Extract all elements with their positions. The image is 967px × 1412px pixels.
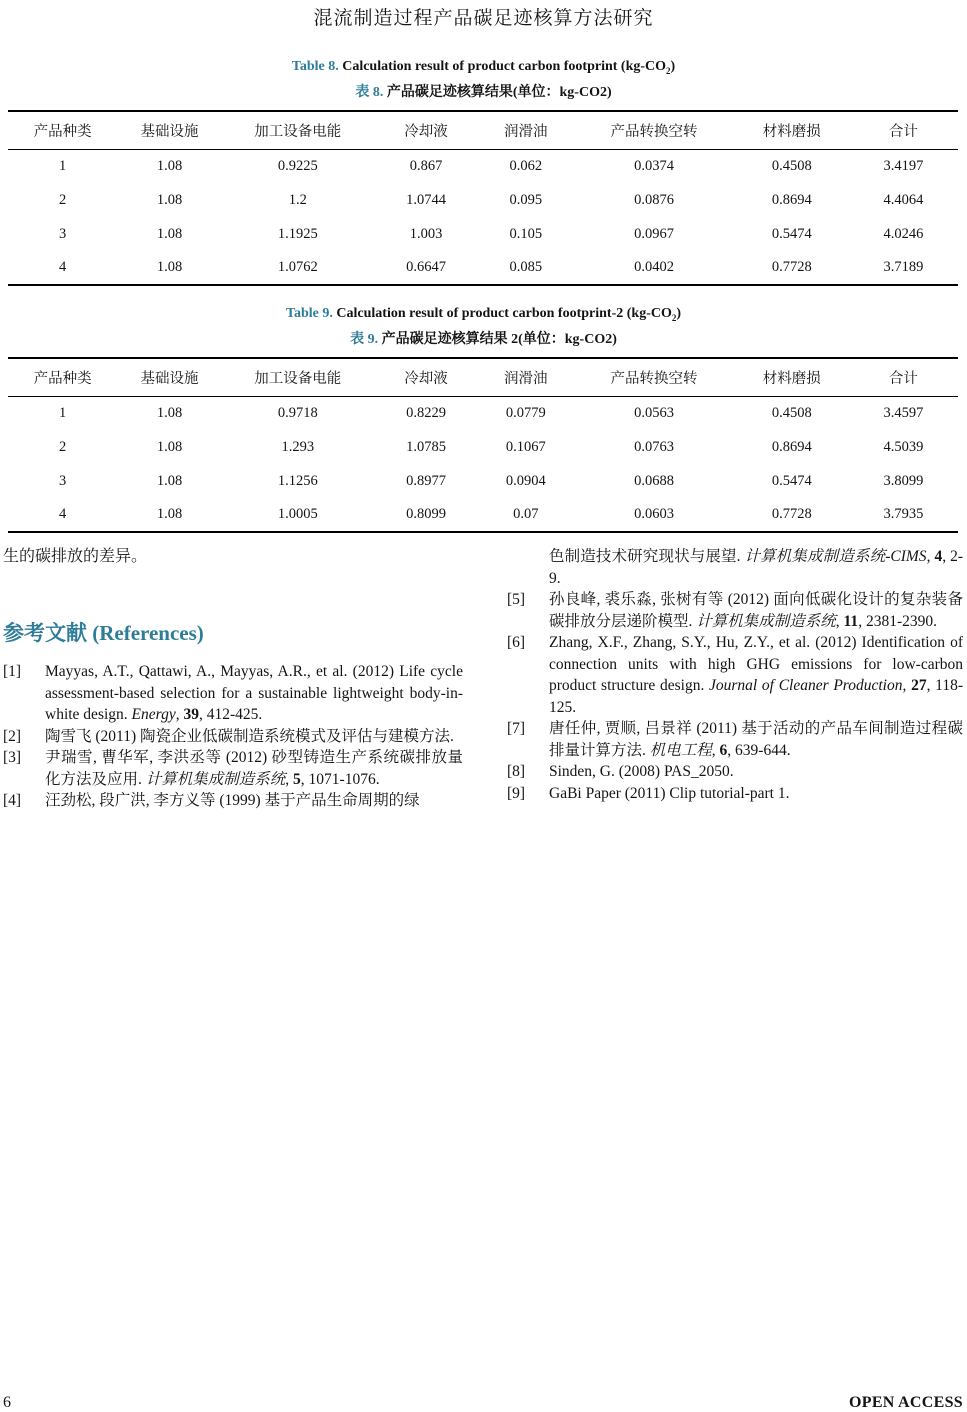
text-segment: 孙良峰, 裘乐淼, 张树有等 (2012) 面向低碳化设计的复杂装备碳排放分层递阶模型. <box>549 591 963 630</box>
reference-item <box>507 632 963 718</box>
column-header: 材料磨损 <box>735 111 849 149</box>
table-cell: 0.1067 <box>505 438 546 455</box>
text-segment: 11 <box>843 612 859 630</box>
column-header: 冷却液 <box>374 111 479 149</box>
references-list-left <box>3 661 463 812</box>
table-row <box>8 464 958 498</box>
text-segment: 4 <box>934 548 943 565</box>
table-caption-label: Table 8. <box>291 59 343 74</box>
table-cell: 1.08 <box>156 438 183 455</box>
text-segment: GaBi Paper (2011) Clip tutorial-part 1. <box>549 784 790 802</box>
table9-caption-zh <box>0 329 967 351</box>
right-column <box>507 546 963 812</box>
table8-header <box>8 111 958 149</box>
table-cell: 0.07 <box>478 498 573 532</box>
table-cell: 0.8099 <box>374 498 479 532</box>
table-cell: 1.08 <box>156 157 183 174</box>
table-cell: 0.0904 <box>505 472 546 489</box>
table-cell: 3.8099 <box>883 472 924 489</box>
text-segment: 汪劲松, 段广洪, 李方义等 (1999) 基于产品生命周期的绿 <box>45 792 420 809</box>
text-segment: 计算机集成制造系统-CIMS <box>744 548 927 565</box>
text-segment: , <box>285 770 294 788</box>
reference-text <box>549 589 963 632</box>
table9-caption <box>0 303 967 351</box>
reference-text <box>549 718 963 761</box>
text-segment: Journal of Cleaner Production <box>709 677 903 694</box>
table-caption-text: 产品碳足迹核算结果(单位：kg-CO2) <box>386 84 612 100</box>
column-header: 合计 <box>849 111 958 149</box>
page-number: 6 <box>3 1394 11 1411</box>
reference-label: [3] <box>3 749 22 766</box>
table-cell: 1.08 <box>156 191 183 208</box>
text-segment: ) <box>670 59 676 74</box>
reference-label: [6] <box>507 634 526 651</box>
text-segment: , 2-9. <box>549 548 963 587</box>
text-segment: , 118-125. <box>549 677 963 716</box>
text-segment: 6 <box>719 741 728 759</box>
text-segment: , <box>926 548 935 565</box>
table-cell: 1.0785 <box>406 438 446 455</box>
table-cell: 1 <box>59 157 67 174</box>
reference-label: [1] <box>3 663 22 680</box>
table-cell: 1.08 <box>156 472 183 489</box>
reference-text <box>45 661 463 726</box>
table-cell: 2 <box>59 438 67 455</box>
table-row <box>8 183 958 217</box>
table-cell: 0.6647 <box>374 251 479 285</box>
table-cell: 0.0967 <box>634 225 674 242</box>
text-segment: Calculation result of product carbon footprint (kg-CO <box>342 59 667 74</box>
table-cell: 1.0005 <box>222 498 374 532</box>
text-segment: , <box>175 706 184 723</box>
table-row <box>8 498 958 532</box>
text-segment: 2 <box>666 65 671 76</box>
table-cell: 1 <box>59 404 67 421</box>
table-cell: 0.867 <box>409 157 443 174</box>
text-segment: 27 <box>911 677 927 694</box>
table-row <box>8 396 958 430</box>
table-cell: 0.085 <box>478 251 573 285</box>
text-segment: , <box>835 612 844 630</box>
reference-label: [5] <box>507 591 526 608</box>
text-segment: ) <box>676 306 682 321</box>
text-segment: Sinden, G. (2008) PAS_2050. <box>549 763 734 780</box>
column-header: 基础设施 <box>117 358 222 396</box>
text-segment: , 639-644. <box>727 741 791 759</box>
text-segment: Calculation result of product carbon footprint-2 (kg-CO <box>336 306 672 321</box>
text-segment: Energy <box>131 706 176 723</box>
reference-label: [8] <box>507 763 526 780</box>
reference-item <box>3 661 463 726</box>
table-cell: 0.0374 <box>634 157 674 174</box>
body-continuation-text: 生的碳排放的差异。 <box>3 548 148 565</box>
table-cell: 0.7728 <box>735 498 849 532</box>
table-caption-label: Table 9. <box>285 306 337 321</box>
table8-body <box>8 149 958 285</box>
left-column <box>3 546 463 812</box>
table-cell: 0.5474 <box>771 472 812 489</box>
text-segment: 尹瑞雪, 曹华军, 李洪丞等 (2012) 砂型铸造生产系统碳排放量化方法及应用. <box>45 749 463 788</box>
table8-caption <box>0 56 967 104</box>
table-cell: 1.2 <box>288 191 307 208</box>
reference-label: [9] <box>507 784 526 802</box>
table-cell: 4.0246 <box>883 225 924 242</box>
table-cell: 1.1256 <box>277 472 318 489</box>
column-header: 产品转换空转 <box>573 358 735 396</box>
table-cell: 3.4197 <box>883 157 924 174</box>
table-cell: 0.0688 <box>634 472 674 489</box>
reference-item <box>3 747 463 790</box>
text-segment: Mayyas, A.T., Qattawi, A., Mayyas, A.R., et al. (2012) Life cycle assessment-based selection for a sustainable lightweight body-in-white design. <box>45 663 463 723</box>
table-cell: 3.7935 <box>849 498 958 532</box>
table-cell: 0.5474 <box>771 225 812 242</box>
column-header: 产品种类 <box>8 111 117 149</box>
table-cell: 0.4508 <box>771 404 812 421</box>
column-header: 基础设施 <box>117 111 222 149</box>
column-header: 产品种类 <box>8 358 117 396</box>
reference-label: [7] <box>507 720 526 737</box>
table-cell: 4 <box>8 251 117 285</box>
text-segment: 色制造技术研究现状与展望. <box>549 548 745 565</box>
table-cell: 0.0876 <box>634 191 674 208</box>
reference-item <box>3 726 463 748</box>
column-header: 合计 <box>849 358 958 396</box>
table-caption-label: 表 8. <box>355 84 387 100</box>
table-cell: 3 <box>59 472 67 489</box>
table-cell: 0.8977 <box>406 472 446 489</box>
table-caption-label: 表 9. <box>350 331 382 347</box>
table9-header <box>8 358 958 396</box>
table-cell: 1.0762 <box>222 251 374 285</box>
column-header: 加工设备电能 <box>222 111 374 149</box>
body-columns <box>3 546 963 812</box>
text-segment: 机电工程 <box>649 741 712 759</box>
text-segment: 唐任仲, 贾顺, 吕景祥 (2011) 基于活动的产品车间制造过程碳排量计算方法. <box>549 720 963 759</box>
table-cell: 1.1925 <box>277 225 318 242</box>
carbon-footprint-table-1 <box>8 110 958 286</box>
carbon-footprint-table-2 <box>8 357 958 533</box>
column-header: 润滑油 <box>478 111 573 149</box>
reference-item <box>507 718 963 761</box>
table-cell: 1.0744 <box>406 191 446 208</box>
text-segment: Zhang, X.F., Zhang, S.Y., Hu, Z.Y., et al. (2012) Identification of connection units with high GHG emissions for low-carbon product structure design. <box>549 634 963 694</box>
table-cell: 0.8694 <box>771 438 812 455</box>
text-segment: , 412-425. <box>198 706 263 723</box>
table-cell: 1.293 <box>281 438 315 455</box>
table-cell: 0.095 <box>509 191 543 208</box>
text-segment: , 1071-1076. <box>300 770 380 788</box>
table8-caption-en <box>0 56 967 82</box>
text-segment: , 2381-2390. <box>858 612 937 630</box>
table-cell: 2 <box>59 191 67 208</box>
table-cell: 4 <box>8 498 117 532</box>
table-cell: 0.9225 <box>277 157 318 174</box>
table-row <box>8 430 958 464</box>
table-cell: 0.9718 <box>277 404 318 421</box>
table-caption-text: 产品碳足迹核算结果 2(单位：kg-CO2) <box>381 331 617 347</box>
table-cell: 0.8694 <box>771 191 812 208</box>
references-list-right <box>507 546 963 804</box>
page-title: 混流制造过程产品碳足迹核算方法研究 <box>313 8 654 29</box>
table-cell: 0.0763 <box>634 438 674 455</box>
reference-item <box>507 761 963 783</box>
text-segment: 39 <box>183 706 199 723</box>
table-cell: 0.062 <box>509 157 543 174</box>
reference-text <box>45 790 463 812</box>
text-segment: , <box>711 741 720 759</box>
table-cell: 0.8229 <box>406 404 446 421</box>
table-cell: 0.105 <box>509 225 543 242</box>
table-cell: 4.5039 <box>883 438 924 455</box>
reference-text <box>45 726 463 748</box>
table-cell: 3 <box>59 225 67 242</box>
table-cell: 4.4064 <box>883 191 924 208</box>
table-header-row <box>8 358 958 396</box>
table9-body <box>8 396 958 532</box>
page-footer <box>3 1390 963 1412</box>
column-header: 产品转换空转 <box>573 111 735 149</box>
table-cell: 0.0779 <box>505 404 546 421</box>
text-segment: 陶雪飞 (2011) 陶瓷企业低碳制造系统模式及评估与建模方法. <box>45 727 454 745</box>
table-cell: 0.0402 <box>573 251 735 285</box>
table-cell: 0.0563 <box>634 404 674 421</box>
table-cell: 0.0603 <box>573 498 735 532</box>
reference-text <box>549 783 963 805</box>
reference-text <box>549 546 963 589</box>
reference-label: [2] <box>3 727 22 745</box>
table9-caption-en <box>0 303 967 329</box>
table-cell: 3.7189 <box>849 251 958 285</box>
table-cell: 1.08 <box>117 251 222 285</box>
text-segment: 计算机集成制造系统 <box>696 612 836 630</box>
text-segment: 2 <box>671 312 677 323</box>
table-row <box>8 217 958 251</box>
reference-text <box>549 632 963 718</box>
reference-item <box>507 783 963 805</box>
table-header-row <box>8 111 958 149</box>
reference-text <box>549 761 963 783</box>
table-cell: 3.4597 <box>883 404 924 421</box>
table-cell: 1.003 <box>409 225 443 242</box>
column-header: 冷却液 <box>374 358 479 396</box>
reference-item <box>3 790 463 812</box>
reference-item <box>507 546 963 589</box>
table-cell: 1.08 <box>156 404 183 421</box>
column-header: 润滑油 <box>478 358 573 396</box>
table-cell: 1.08 <box>117 498 222 532</box>
reference-item <box>507 589 963 632</box>
text-segment: 5 <box>293 770 301 788</box>
table-cell: 0.7728 <box>735 251 849 285</box>
table-row <box>8 251 958 285</box>
table8-caption-zh <box>0 82 967 104</box>
reference-text <box>45 747 463 790</box>
open-access-label: OPEN ACCESS <box>849 1394 963 1411</box>
text-segment: , <box>902 677 912 694</box>
references-heading: 参考文献 (References) <box>3 621 204 645</box>
column-header: 材料磨损 <box>735 358 849 396</box>
table-cell: 0.4508 <box>771 157 812 174</box>
table-row <box>8 149 958 183</box>
reference-label: [4] <box>3 792 22 809</box>
column-header: 加工设备电能 <box>222 358 374 396</box>
table-cell: 1.08 <box>156 225 183 242</box>
text-segment: 计算机集成制造系统 <box>145 770 286 788</box>
